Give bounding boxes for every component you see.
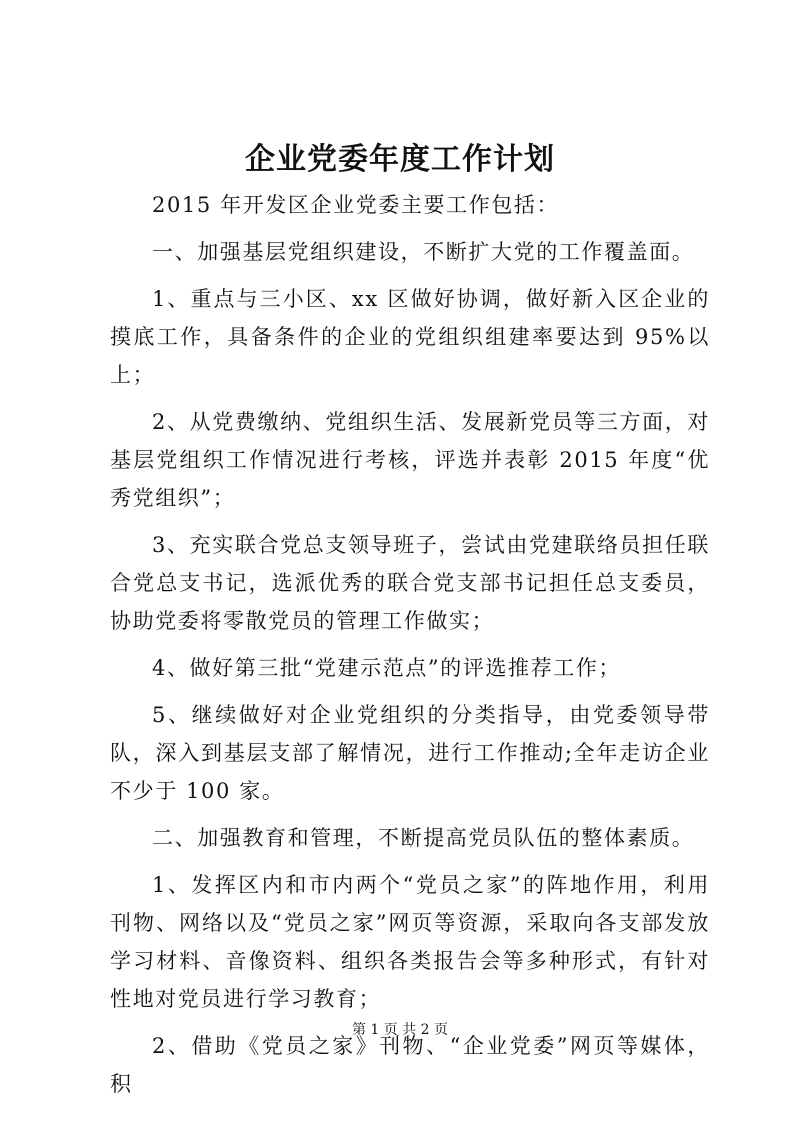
paragraph-item-1-1: 1、重点与三小区、xx 区做好协调，做好新入区企业的摸底工作，具备条件的企业的党组织组建率要达到 95%以上； [110,287,710,387]
paragraph-item-2-1: 1、发挥区内和市内两个“党员之家”的阵地作用，利用刊物、网络以及“党员之家”网页等资源，采取向各支部发放学习材料、音像资料、组织各类报告会等多种形式，有针对性地对党员进行学习教育； [110,873,710,1011]
document-body [110,186,710,1112]
paragraph-section-one-heading: 一、加强基层党组织建设，不断扩大党的工作覆盖面。 [152,240,695,264]
paragraph-item-1-2: 2、从党费缴纳、党组织生活、发展新党员等三方面，对基层党组织工作情况进行考核，评选并表彰 2015 年度“优秀党组织”； [110,410,710,510]
paragraph-item-1-3: 3、充实联合党总支领导班子，尝试由党建联络员担任联合党总支书记，选派优秀的联合党支部书记担任总支委员，协助党委将零散党员的管理工作做实； [110,533,710,633]
paragraph-section-two-heading: 二、加强教育和管理，不断提高党员队伍的整体素质。 [152,826,695,850]
document-title: 企业党委年度工作计划 [245,142,555,177]
page-number-footer: 第 1 页 共 2 页 [351,1022,449,1038]
paragraph-item-2-2: 2、借助《党员之家》刊物、“企业党委”网页等媒体，积 [110,1034,710,1096]
paragraph-intro: 2015 年开发区企业党委主要工作包括： [152,193,560,217]
paragraph-item-1-5: 5、继续做好对企业党组织的分类指导，由党委领导带队，深入到基层支部了解情况，进行工作推动;全年走访企业不少于 100 家。 [110,703,710,803]
paragraph-item-1-4: 4、做好第三批“党建示范点”的评选推荐工作； [152,656,622,680]
